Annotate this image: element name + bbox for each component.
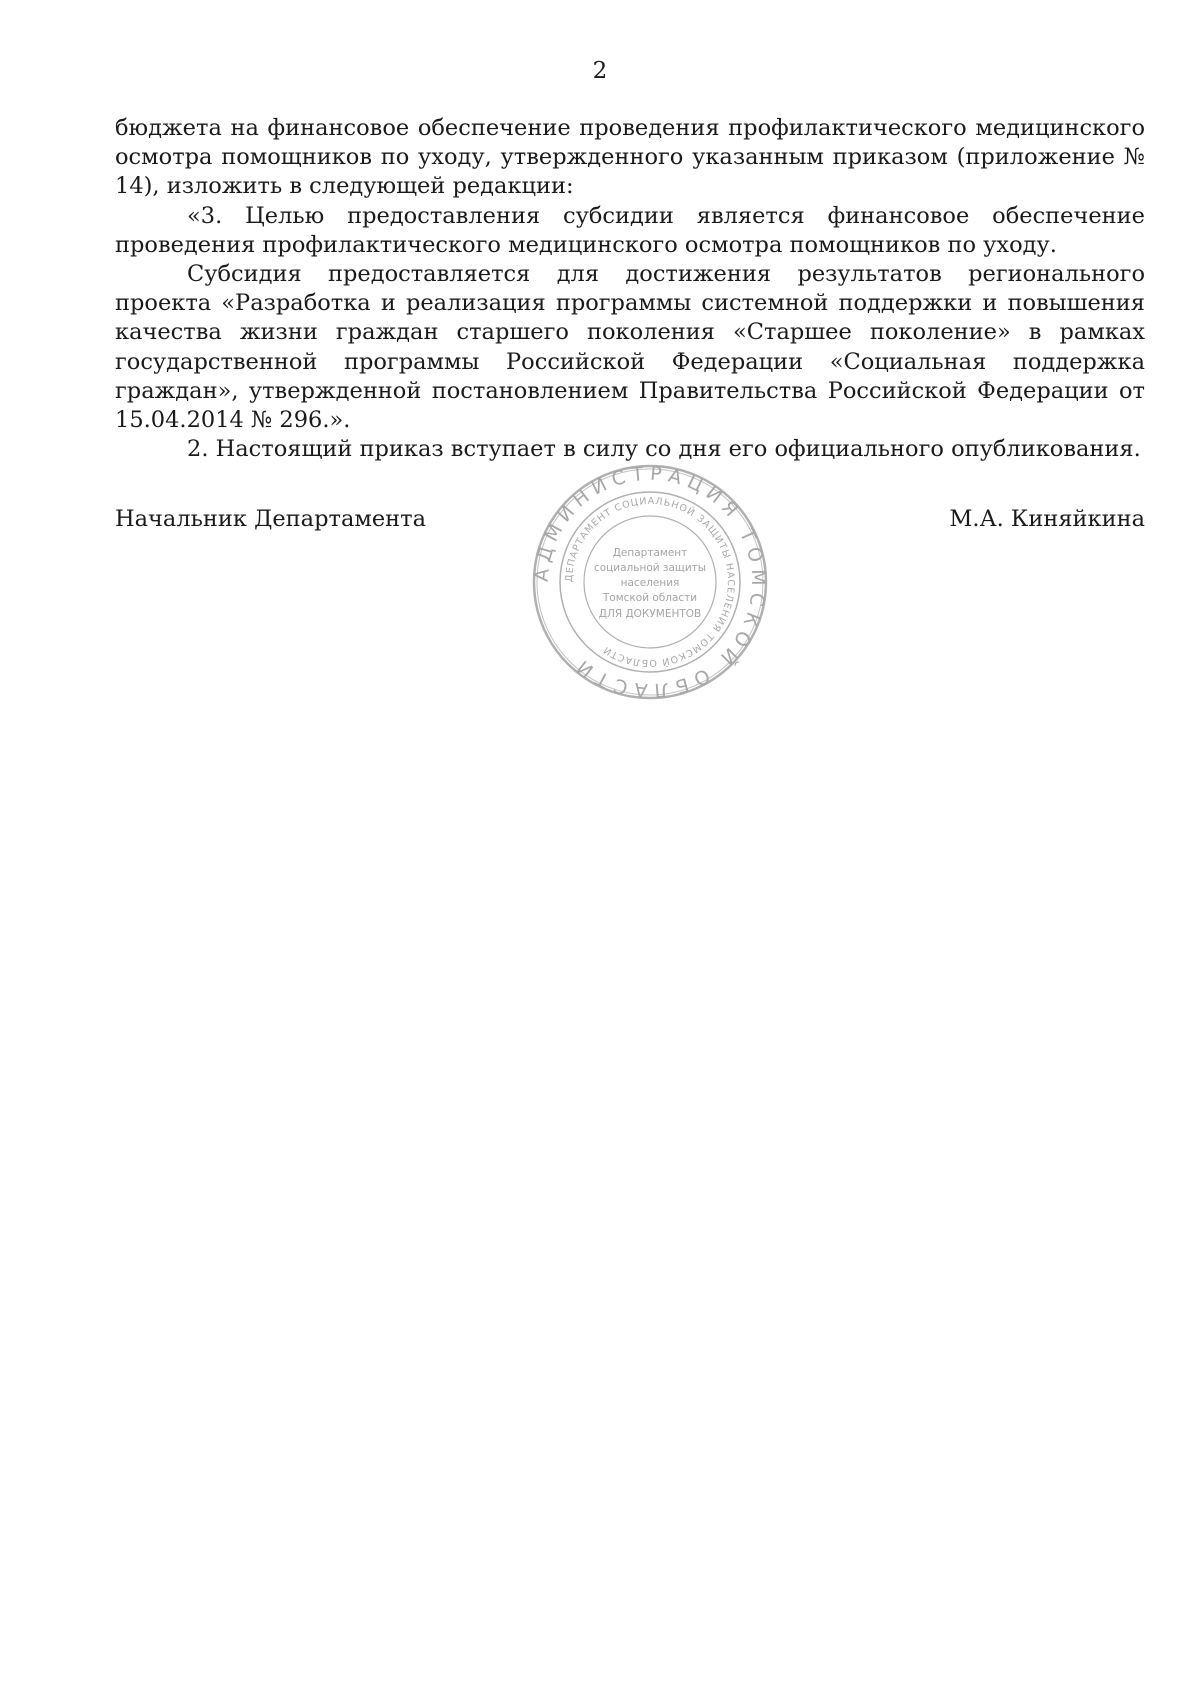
seal-center-line-5: ДЛЯ ДОКУМЕНТОВ — [598, 608, 702, 620]
paragraph-clause-3: «3. Целью предоставления субсидии является финансовое обеспечение проведения профилактического медицинского осмотра помощников по уходу. — [115, 202, 1145, 258]
seal-center-line-2: социальной защиты — [593, 562, 707, 574]
document-body — [115, 114, 1145, 464]
seal-outer-text: АДМИНИСТРАЦИЯ ТОМСКОЙ ОБЛАСТИ — [530, 462, 770, 702]
seal-graphic — [530, 462, 770, 702]
paragraph-effective-date: 2. Настоящий приказ вступает в силу со дня его официального опубликования. — [187, 436, 1141, 463]
seal-center-line-1: Департамент — [612, 547, 688, 559]
seal-inner-text: ДЕПАРТАМЕНТ СОЦИАЛЬНОЙ ЗАЩИТЫ НАСЕЛЕНИЯ ТОМСКОЙ ОБЛАСТИ — [563, 495, 737, 669]
paragraph-continuation: бюджета на финансовое обеспечение проведения профилактического медицинского осмотра помощников по уходу, утвержденного указанным приказом (приложение № 14), изложить в следующей редакции: — [115, 115, 1145, 200]
paragraph-subsidy-purpose: Субсидия предоставляется для достижения результатов регионального проекта «Разработка и реализация программы системной поддержки и повышения качества жизни граждан старшего поколения «Старшее поколение» в рамках государственной программы Российской Федерации «Социальная поддержка граждан», утвержденной постановлением Правительства Российской Федерации от 15.04.2014 № 296.». — [115, 261, 1145, 434]
seal-center-line-4: Томской области — [602, 592, 698, 604]
official-seal — [530, 462, 770, 702]
seal-center-line-3: населения — [620, 577, 680, 589]
signatory-position: Начальник Департамента — [115, 506, 427, 532]
page-number: 2 — [592, 58, 608, 84]
signatory-name: М.А. Киняйкина — [949, 506, 1145, 532]
